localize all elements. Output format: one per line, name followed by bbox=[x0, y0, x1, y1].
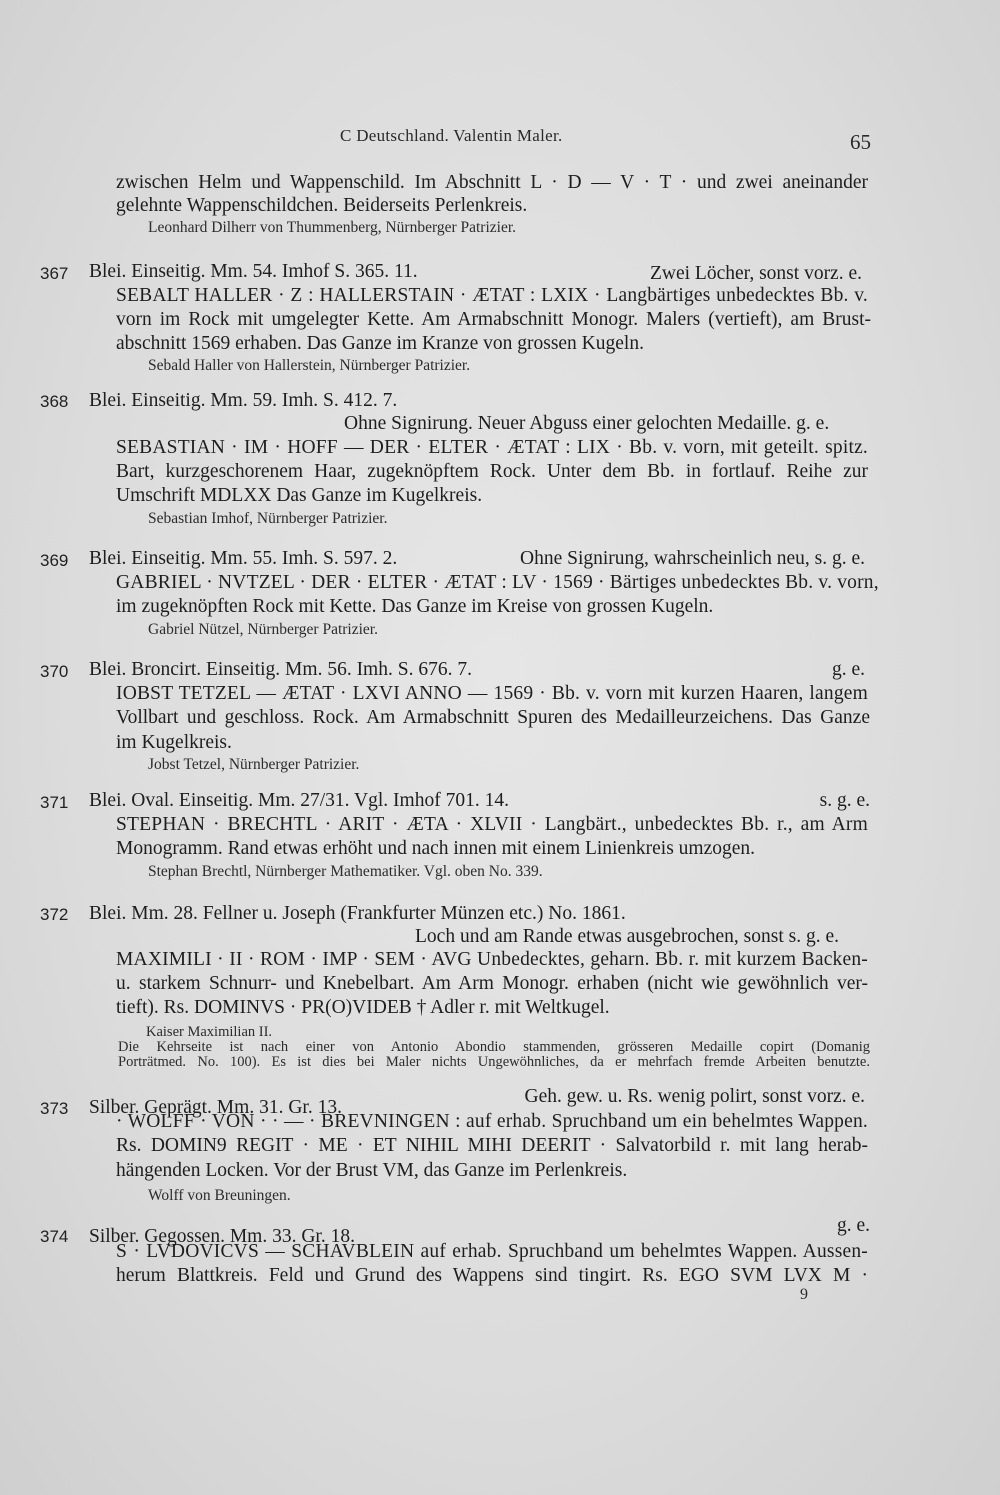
entry-367-condition: Zwei Löcher, sonst vorz. e. bbox=[649, 263, 862, 284]
entry-number-367: 367 bbox=[40, 264, 69, 283]
entry-368-line-4: Bart, kurzgeschorenem Haar, zugeknöpftem Rock. Unter dem Bb. in fortlauf. Reihe zur bbox=[116, 461, 868, 482]
entry-373-line-3: Rs. DOMIN9 REGIT · ME · ET NIHIL MIHI DEERIT · Salvatorbild r. mit lang herab- bbox=[116, 1135, 868, 1156]
entry-367-line-4: abschnitt 1569 erhaben. Das Ganze im Kranze von grossen Kugeln. bbox=[116, 333, 644, 354]
entry-370-line-3: Vollbart und geschloss. Rock. Am Armabschnitt Spuren des Medailleurzeichens. Das Ganze bbox=[116, 707, 870, 728]
entry-370-note: Jobst Tetzel, Nürnberger Patrizier. bbox=[148, 756, 360, 773]
entry-373-line-4: hängenden Locken. Vor der Brust VM, das Ganze im Perlenkreis. bbox=[116, 1160, 628, 1181]
entry-371-line-1: Blei. Oval. Einseitig. Mm. 27/31. Vgl. Imhof 701. 14. bbox=[89, 790, 509, 811]
entry-370-line-4: im Kugelkreis. bbox=[116, 732, 232, 753]
entry-367-line-1: Blei. Einseitig. Mm. 54. Imhof S. 365. 11. bbox=[89, 261, 418, 282]
entry-372-line-4: u. starkem Schnurr- und Knebelbart. Am Arm Monogr. erhaben (nicht wie gewöhnlich ver- bbox=[116, 973, 868, 994]
intro-line-2: gelehnte Wappenschildchen. Beiderseits Perlenkreis. bbox=[116, 195, 528, 216]
entry-372-note: Kaiser Maximilian II. bbox=[146, 1024, 273, 1040]
signature-mark: 9 bbox=[800, 1286, 808, 1303]
entry-373-condition: Geh. gew. u. Rs. wenig polirt, sonst vorz. e. bbox=[524, 1086, 865, 1107]
entry-368-line-1: Blei. Einseitig. Mm. 59. Imh. S. 412. 7. bbox=[89, 390, 398, 411]
entry-number-370: 370 bbox=[40, 662, 69, 681]
entry-370-line-2: IOBST TETZEL — ÆTAT · LXVI ANNO — 1569 · Bb. v. vorn mit kurzen Haaren, langem bbox=[116, 683, 868, 704]
entry-371-note: Stephan Brechtl, Nürnberger Mathematiker. Vgl. oben No. 339. bbox=[148, 863, 543, 880]
entry-374-line-2: S · LVDOVICVS — SCHAVBLEIN auf erhab. Spruchband um behelmtes Wappen. Aussen- bbox=[116, 1241, 868, 1262]
entry-number-373: 373 bbox=[40, 1099, 69, 1118]
running-header bbox=[0, 126, 1000, 154]
intro-note: Leonhard Dilherr von Thummenberg, Nürnberger Patrizier. bbox=[148, 219, 517, 236]
intro-line-1: zwischen Helm und Wappenschild. Im Abschnitt L · D — V · T · und zwei aneinander bbox=[116, 172, 868, 193]
entry-368-note: Sebastian Imhof, Nürnberger Patrizier. bbox=[148, 510, 388, 527]
entry-373-line-1: Silber. Geprägt. Mm. 31. Gr. 13. bbox=[89, 1097, 342, 1118]
page-number: 65 bbox=[850, 130, 871, 154]
entry-372-line-5: tieft). Rs. DOMINVS · PR(O)VIDEB † Adler r. mit Weltkugel. bbox=[116, 997, 610, 1018]
entry-370-line-1: Blei. Broncirt. Einseitig. Mm. 56. Imh. S. 676. 7. bbox=[89, 659, 472, 680]
header-title: C Deutschland. Valentin Maler. bbox=[340, 126, 563, 145]
entry-371-condition: s. g. e. bbox=[819, 790, 870, 811]
entry-373-line-2: · WOLFF · VON · · — · BREVNINGEN : auf erhab. Spruchband um ein behelmtes Wappen. bbox=[116, 1111, 868, 1132]
entry-369-line-1: Blei. Einseitig. Mm. 55. Imh. S. 597. 2. bbox=[89, 548, 398, 569]
entry-number-368: 368 bbox=[40, 392, 69, 411]
entry-number-371: 371 bbox=[40, 793, 69, 812]
entry-372-note-2: Die Kehrseite ist nach einer von Antonio Abondio stammenden, grösseren Medaille copirt (Domanig bbox=[118, 1039, 870, 1055]
entry-370-condition: g. e. bbox=[831, 659, 865, 680]
entry-369-line-3: im zugeknöpften Rock mit Kette. Das Ganze im Kreise von grossen Kugeln. bbox=[116, 596, 714, 617]
entry-374-condition: g. e. bbox=[836, 1215, 870, 1236]
entry-372-line-3: MAXIMILI · II · ROM · IMP · SEM · AVG Unbedecktes, geharn. Bb. r. mit kurzem Backen- bbox=[116, 949, 868, 970]
entry-number-374: 374 bbox=[40, 1227, 69, 1246]
entry-369-note: Gabriel Nützel, Nürnberger Patrizier. bbox=[148, 621, 378, 638]
entry-number-372: 372 bbox=[40, 905, 69, 924]
entry-373-note: Wolff von Breuningen. bbox=[148, 1187, 291, 1204]
entry-367-note: Sebald Haller von Hallerstein, Nürnberger Patrizier. bbox=[148, 357, 471, 374]
entry-369-condition: Ohne Signirung, wahrscheinlich neu, s. g. e. bbox=[520, 548, 865, 569]
entry-368-line-3: SEBASTIAN · IM · HOFF — DER · ELTER · ÆTAT : LIX · Bb. v. vorn, mit geteilt. spitz. bbox=[116, 437, 868, 458]
entry-368-line-5: Umschrift MDLXX Das Ganze im Kugelkreis. bbox=[116, 485, 483, 506]
entry-371-line-3: Monogramm. Rand etwas erhöht und nach innen mit einem Linienkreis umzogen. bbox=[116, 838, 756, 859]
entry-number-369: 369 bbox=[40, 551, 69, 570]
entry-371-line-2: STEPHAN · BRECHTL · ARIT · ÆTA · XLVII · Langbärt., unbedecktes Bb. r., am Arm bbox=[116, 814, 868, 835]
entry-372-line-2: Loch und am Rande etwas ausgebrochen, sonst s. g. e. bbox=[415, 926, 840, 947]
entry-372-line-1: Blei. Mm. 28. Fellner u. Joseph (Frankfurter Münzen etc.) No. 1861. bbox=[89, 903, 626, 924]
entry-374-line-1: Silber. Gegossen. Mm. 33. Gr. 18. bbox=[89, 1226, 355, 1247]
entry-369-line-2: GABRIEL · NVTZEL · DER · ELTER · ÆTAT : LV · 1569 · Bärtiges unbedecktes Bb. v. vorn, bbox=[116, 572, 879, 593]
entry-368-line-2: Ohne Signirung. Neuer Abguss einer gelochten Medaille. g. e. bbox=[344, 413, 830, 434]
entry-372-note-3: Porträtmed. No. 100). Es ist dies bei Maler nichts Ungewöhnliches, da er mehrfach fremde Arbeiten benutzte. bbox=[118, 1054, 870, 1070]
entry-367-line-2: SEBALT HALLER · Z : HALLERSTAIN · ÆTAT : LXIX · Langbärtiges unbedecktes Bb. v. bbox=[116, 285, 868, 306]
entry-367-line-3: vorn im Rock mit umgelegter Kette. Am Armabschnitt Monogr. Malers (vertieft), am Brust- bbox=[116, 309, 871, 330]
entry-374-line-3: herum Blattkreis. Feld und Grund des Wappens sind tingirt. Rs. EGO SVM LVX M · bbox=[116, 1265, 868, 1286]
